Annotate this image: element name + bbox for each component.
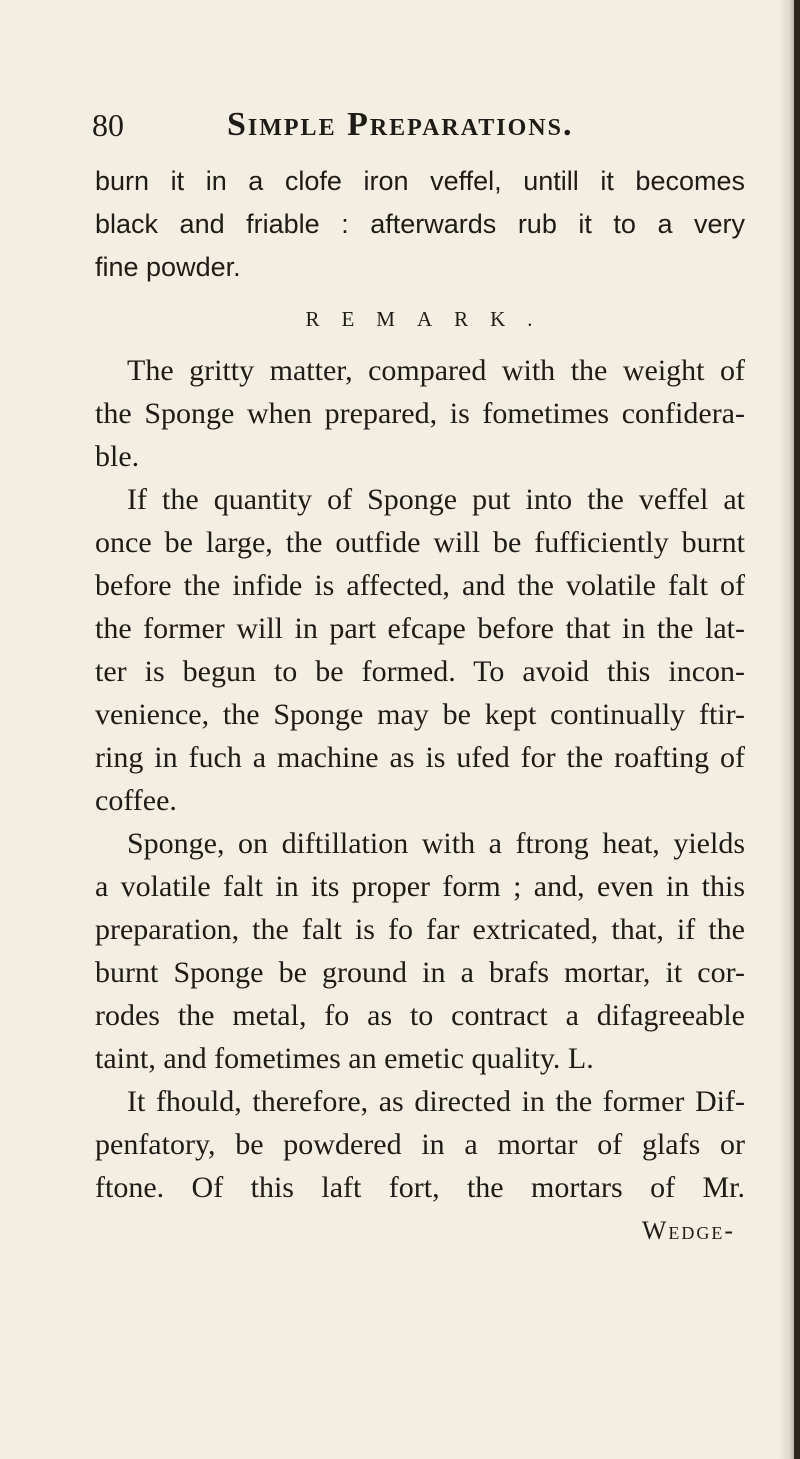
text-line: ring in fuch a machine as is ufed for the roafting of: [95, 741, 745, 774]
text-line: penfatory, be powdered in a mortar of glafs or: [95, 1128, 745, 1161]
remark-heading: REMARK.: [305, 307, 555, 331]
text-line: taint, and fometimes an emetic quality. L.: [95, 1042, 594, 1075]
text-line: the former will in part efcape before that in the lat-: [95, 612, 745, 645]
page-header: [92, 100, 732, 150]
text-line: black and friable : afterwards rub it to a very: [95, 209, 745, 239]
catchword: Wedge-: [641, 1216, 735, 1245]
text-line: Sponge, on diftillation with a ftrong heat, yields: [127, 827, 745, 860]
text-line: rodes the metal, fo as to contract a difagreeable: [95, 999, 745, 1032]
page-number: 80: [92, 107, 124, 143]
text-line: coffee.: [95, 784, 177, 817]
text-line: If the quantity of Sponge put into the veffel at: [127, 483, 745, 516]
text-line: ter is begun to be formed. To avoid this incon-: [95, 655, 745, 688]
text-line: burnt Sponge be ground in a brafs mortar, it cor-: [95, 956, 745, 989]
text-line: once be large, the outfide will be fufficiently burnt: [95, 526, 745, 559]
text-line: burn it in a clofe iron veffel, untill it becomes: [95, 166, 745, 196]
text-line: a volatile falt in its proper form ; and, even in this: [95, 870, 745, 903]
page-edge: [794, 0, 800, 1459]
text-line: the Sponge when prepared, is fometimes confidera-: [95, 397, 745, 430]
page-text: [95, 160, 745, 1252]
text-line: It fhould, therefore, as directed in the former Dif-: [127, 1085, 745, 1118]
text-line: venience, the Sponge may be kept continually ftir-: [95, 698, 745, 731]
running-head: Simple Preparations.: [227, 106, 574, 143]
text-line: before the infide is affected, and the volatile falt of: [95, 569, 745, 602]
text-line: ble.: [95, 440, 140, 473]
text-line: fine powder.: [95, 252, 241, 282]
text-line: The gritty matter, compared with the weight of: [127, 354, 745, 387]
text-line: ftone. Of this laft fort, the mortars of Mr.: [95, 1171, 745, 1204]
text-line: preparation, the falt is fo far extricated, that, if the: [95, 913, 745, 946]
